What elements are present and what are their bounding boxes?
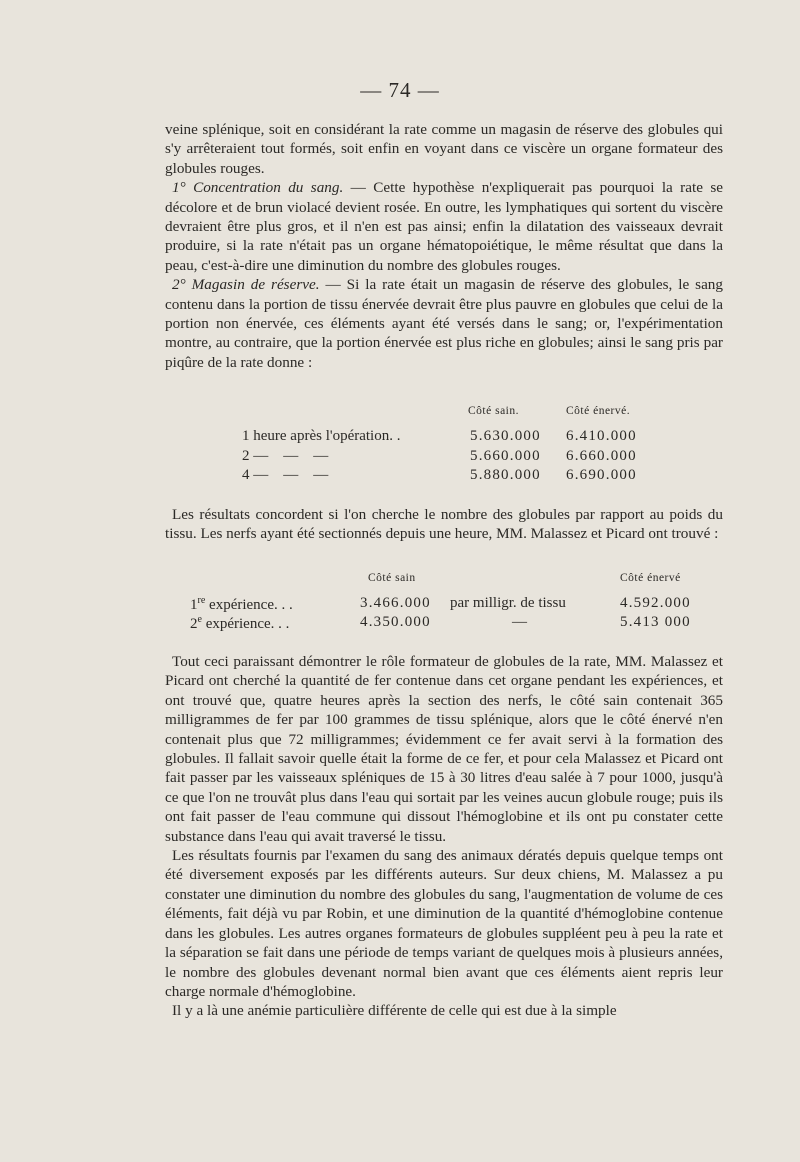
paragraph-magasin <box>165 275 723 372</box>
page-number: — 74 — <box>360 78 440 102</box>
paragraph-concentration <box>165 178 723 275</box>
section-text: — Si la rate était un magasin de réserve des globules, le sang contenu dans la portion de tissu énervée devrait être plus pauvre en globules que celui de la portion non énervée, ces éléments ayant été versés dans le sang; or, l'expérimentation montre, au contraire, que la portion énervée est plus riche en globules; ainsi le sang pris par piqûre de la rate donne : <box>165 276 723 371</box>
value-sain: 5.660.000 <box>470 448 541 464</box>
value-sain: 5.880.000 <box>470 467 541 483</box>
paragraph: Il y a là une anémie particulière différente de celle qui est due à la simple <box>172 1002 617 1020</box>
section-text: — Cette hypothèse n'expliquerait pas pourquoi la rate se décolore et de brun violacé devient rosée. En outre, les lymphatiques qui sortent du viscère devraient être plus gros, et il n'en est pas ainsi; enfin la dilatation des vaisseaux devrait produire, si la rate n'était pas un organe hématopoiétique, le même résultat que dans la peau, c'est-à-dire une diminution du nombre des globules rouges. <box>165 179 723 274</box>
column-header: Côté sain. <box>468 405 519 417</box>
paragraph: Tout ceci paraissant démontrer le rôle formateur de globules de la rate, MM. Malassez et Picard ont cherché la quantité de fer contenue dans cet organe pendant les expériences, et ont trouvé que, quatre heures après la section des nerfs, le côté sain contenait 365 milligrammes de fer par 100 grammes de tissu splénique, alors que le côté énervé n'en contenait plus que 72 milligrammes; évidemment ce fer avait servi à la formation des globules. Il fallait savoir quelle était la forme de ce fer, et pour cela Malassez et Picard ont fait passer par les vaisseaux spléniques de 15 à 30 litres d'eau salée à 7 pour 1000, jusqu'à ce que l'on ne trouvât plus dans l'eau qui sortait par les veines aucun globule rouge; puis ils ont fait passer de l'eau commune qui dissout l'hémoglobine et ils ont pu constater cette substance dans l'eau qui avait traversé le tissu. <box>165 653 723 845</box>
value-sain: 5.630.000 <box>470 428 541 444</box>
value-enerve: 4.592.000 <box>620 595 691 611</box>
section-heading: 2° Magasin de réserve. <box>172 276 320 294</box>
column-header: Côté énervé. <box>566 405 631 417</box>
paragraph: veine splénique, soit en considérant la rate comme un magasin de réserve des globules qui s'y arrêteraient tout formés, soit enfin en voyant dans ce viscère un organe formateur des globules rouges. <box>165 121 723 177</box>
row-label: 4 — — — <box>242 467 329 483</box>
section-heading: 1° Concentration du sang. <box>172 179 344 197</box>
value-sain: 4.350.000 <box>360 614 431 630</box>
row-label: 2 — — — <box>242 448 329 464</box>
value-enerve: 5.413 000 <box>620 614 691 630</box>
paragraph: Les résultats concordent si l'on cherche le nombre des globules par rapport au poids du tissu. Les nerfs ayant été sectionnés depuis une heure, MM. Malassez et Picard ont trouvé : <box>165 506 723 543</box>
value-sain: 3.466.000 <box>360 595 431 611</box>
text-block-top <box>165 120 723 372</box>
column-header: Côté sain <box>368 572 416 584</box>
value-enerve: 6.410.000 <box>566 428 637 444</box>
value-enerve: 6.690.000 <box>566 467 637 483</box>
ditto-mark: — <box>512 614 527 630</box>
column-header: Côté énervé <box>620 572 681 584</box>
value-enerve: 6.660.000 <box>566 448 637 464</box>
paragraph: Les résultats fournis par l'examen du sang des animaux dératés depuis quelque temps ont été diversement exposés par les différents auteurs. Sur deux chiens, M. Malassez a pu constater une diminution du nombre des globules du sang, l'augmentation de volume de ces éléments, fait déjà vu par Robin, et une diminution de la quantité d'hémoglobine contenue dans les globules. Les autres organes formateurs de globules suppléent peu à peu la rate et la séparation se fait dans une période de temps variant de quelques mois à plusieurs années, le nombre des globules devenant normal bien avant que ces éléments aient repris leur charge normale d'hémoglobine. <box>165 847 723 1000</box>
text-block-bottom <box>165 652 723 1021</box>
row-label: 2e expérience. . . <box>190 614 290 632</box>
unit-label: par milligr. de tissu <box>450 595 566 611</box>
text-block-middle <box>165 505 723 544</box>
row-label: 1 heure après l'opération. . <box>242 428 401 444</box>
row-label: 1re expérience. . . <box>190 595 293 613</box>
